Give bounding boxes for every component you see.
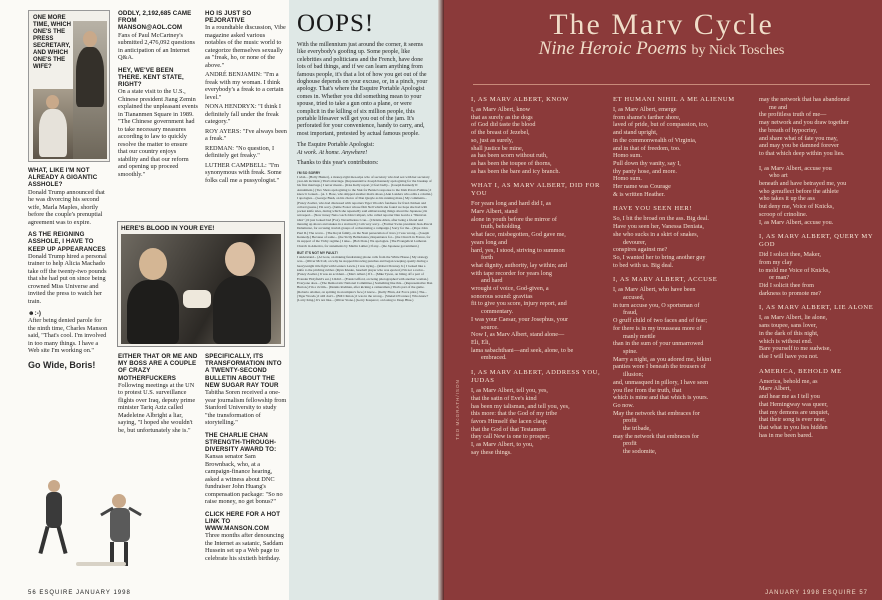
- poem-line: than in the sum of your unmarrowed: [613, 340, 704, 348]
- photo-box-caption: ONE MORE TIME, WHICH ONE'S THE PRESS SECRETARY, AND WHICH ONE'S THE WIFE?: [33, 15, 71, 70]
- quote: LUTHER CAMPBELL: "I'm synonymous with freak. Some folks call me a pussyologist.": [205, 161, 282, 184]
- right-folio: JANUARY 1998 ESQUIRE 57: [765, 590, 868, 596]
- poem-line: that my demons are unquiet,: [759, 408, 830, 416]
- poem: [471, 369, 601, 456]
- poem-heading: AMERICA, BEHOLD ME: [759, 367, 842, 375]
- poem-line: may network and you draw together: [759, 119, 849, 127]
- sidebar-column-2: [118, 10, 198, 178]
- poem-line: years long and: [471, 238, 508, 246]
- poem: [759, 233, 879, 297]
- section-heading: EITHER THAT OR ME AND MY BOSS ARE A COUPLE OF CRAZY MOTHERFUCKERS: [118, 353, 198, 382]
- left-folio: 56 ESQUIRE JANUARY 1998: [28, 590, 131, 596]
- poem-gap: [613, 456, 748, 463]
- poem-line: in the commonwealth of Virginia,: [613, 136, 697, 144]
- poem-gap: [613, 269, 748, 276]
- poem-heading: WHAT I, AS MARV ALBERT, DID FOR YOU: [471, 182, 601, 198]
- poem-line: fraud,: [623, 309, 638, 317]
- sidebar-column-3-lower: [205, 353, 287, 562]
- poem: [471, 182, 601, 362]
- section-body: In a roundtable discussion, Vibe magazine asked various notables of the music world to categorize themselves sexually as "freak, ho, or none of the above.": [205, 24, 286, 69]
- byline: by Nick Tosches: [691, 43, 785, 58]
- poem-line: that what in you lies hidden: [759, 423, 828, 431]
- poem-line: Pull down thy vanity, say I,: [613, 159, 681, 167]
- poem-subtitle-line: [441, 38, 882, 60]
- oops-subtitle-italic: At work. At home. Anywhere!: [297, 149, 368, 156]
- poem-line: I, as Marv Albert, lie alone,: [759, 314, 828, 322]
- poem-line: manly mettle: [623, 332, 656, 340]
- poem: [613, 205, 748, 269]
- poem-line: I, as Marv Albert, who have been: [613, 286, 696, 294]
- poem-line: may the network that embraces for: [613, 432, 700, 440]
- poem-line: and in that of freedom, too.: [613, 144, 681, 152]
- quote: ROY AYERS: "I've always been a freak.": [205, 127, 287, 143]
- poem-line: I, as Marv Albert, tell you, yes,: [471, 387, 548, 395]
- dancing-yeltsin-illustration: [40, 466, 150, 576]
- poem-line: spine.: [623, 347, 638, 355]
- poem-line: may the network that has abandoned: [759, 96, 850, 103]
- poem-line: which is mine and that which is yours.: [613, 394, 709, 402]
- smiley-symbol: ☻:-): [28, 310, 42, 318]
- poem-heading: I, AS MARV ALBERT, QUERY MY GOD: [759, 233, 874, 249]
- quote: NONA HENDRYX: "I think I definitely fall under the freak category.": [205, 103, 282, 126]
- quote: REDMAN: "No question, I definitely get freaky.": [205, 144, 275, 160]
- poem-line: commentary.: [481, 308, 514, 316]
- poem-line: conspires against me?: [613, 246, 668, 254]
- poem-line: shall justice be mine,: [471, 144, 524, 152]
- poem-line: that as surely as the dogs: [471, 113, 533, 121]
- sidebar-column-2-lower: [118, 353, 198, 434]
- photo-box-title: HERE'S BLOOD IN YOUR EYE!: [121, 225, 215, 232]
- poem-gap: [471, 362, 601, 369]
- poem-line: Marv Albert, stand: [471, 208, 518, 216]
- poem: [759, 96, 879, 158]
- poem-line: as has been the bare and icy branch.: [471, 167, 560, 175]
- poem-line: or man?: [769, 274, 790, 282]
- poem-line: and, unmasqued in pillory, I have seen: [613, 378, 709, 386]
- poem-line: to that which deep within you lies.: [759, 149, 845, 157]
- poem-heading: ET HUMANI NIHIL A ME ALIENUM: [613, 96, 735, 103]
- poem-line: Have you seen her, Vanessa Deniata,: [613, 223, 704, 231]
- poem-heading: I, AS MARV ALBERT, LIE ALONE: [759, 304, 874, 312]
- right-page: [441, 0, 882, 600]
- poem-line: I was your Caesar, your Josephus, your: [471, 315, 569, 323]
- poem-line: Marv Albert,: [759, 385, 791, 393]
- poem-line: to mold me Voice of Knicks,: [759, 266, 830, 274]
- poem-heading: I, AS MARV ALBERT, ADDRESS YOU, JUDAS: [471, 369, 601, 385]
- poem-line: of God did taste the blood: [471, 121, 536, 129]
- poem-line: you flee from the truth, that: [613, 386, 682, 394]
- poem-line: profit: [623, 417, 637, 425]
- poem-line: Bare yourself to me sudwise,: [759, 345, 831, 353]
- poem-line: & is written Heather.: [613, 190, 665, 198]
- poem-line: panties wore I beneath the trousers of: [613, 363, 706, 371]
- poem-line: which is without end.: [759, 337, 813, 345]
- oops-category: I'M SO SORRY: [297, 170, 321, 175]
- poem-heading: I, AS MARV ALBERT, KNOW: [471, 96, 569, 103]
- section-body: Tabitha Soren received a one-year journalism fellowship from Stanford University to study "the transformation of storytelling.": [205, 389, 287, 427]
- poem-line: truth, beholding: [481, 223, 521, 231]
- poem-line: Homo sum.: [613, 175, 642, 183]
- poem-line: I, as Marv Albert, know: [471, 106, 531, 113]
- poem-line: accused,: [623, 294, 645, 302]
- woman-photo: [33, 89, 73, 159]
- poem-line: to bed with us. Big deal.: [613, 261, 674, 269]
- poem-line: fit to give you score, injury report, and: [471, 300, 567, 308]
- poem-line: illusion;: [623, 371, 644, 379]
- poem-line: hard, yes, I stood, striving to summon: [471, 246, 565, 254]
- sidebar-column-1: [28, 10, 110, 370]
- poem-line: Did I solicit thee from: [759, 282, 814, 290]
- poem-line: with tape recorder for years long: [471, 269, 552, 277]
- poem-line: who genuflect before the athlete: [759, 187, 839, 195]
- poem-gap: [759, 226, 879, 233]
- poem-line: from my clay: [759, 258, 793, 266]
- quote: ANDRÉ BENJAMIN: "I'm a freak with my woman. I think everybody's a freak to a certain level.": [205, 71, 284, 101]
- oops-panel: [289, 0, 441, 600]
- poem-line: as has been the toupee of thorns,: [471, 159, 552, 167]
- section-heading: HO IS JUST SO PEJORATIVE: [205, 10, 252, 25]
- poem-gap: [759, 158, 879, 165]
- section-heading: AS THE REIGNING ASSHOLE, I HAVE TO KEEP UP APPEARANCES: [28, 231, 106, 253]
- poem-gap: [759, 439, 879, 446]
- poem-line: America, behold me, as: [759, 377, 818, 385]
- poem-line: the tribade,: [623, 425, 651, 433]
- poem-line: what dignity, authority, lay within; and: [471, 261, 567, 269]
- section-body: Donald Trump announced that he was divorcing his second wife, Marla Maples, shortly before the couple's prenuptial agreement was to expire.: [28, 188, 105, 226]
- section-heading: CLICK HERE FOR A HOT LINK TO WWW.MANSON.COM: [205, 510, 281, 533]
- poem-line: forth: [481, 254, 494, 262]
- section-body: Following meetings at the UN to protest U.S. surveillance flights over Iraq, deputy prime minister Tariq Aziz called Madeleine Albright a liar, saying, "I hoped she wouldn't be, but unfortunately she is.": [118, 381, 196, 434]
- poem-line: and hard: [481, 277, 503, 285]
- poem: [471, 96, 601, 175]
- page-gutter: [438, 0, 444, 600]
- poem-line: sonorous sound: gravitas: [471, 292, 533, 300]
- poem-line: say these things.: [471, 448, 512, 456]
- poem: [759, 165, 879, 227]
- poem-line: Her name was Courage: [613, 183, 671, 191]
- poem-line: devourer,: [623, 238, 647, 246]
- poem-column-1: [471, 96, 601, 591]
- poem-line: Homo sum.: [613, 152, 642, 160]
- section-heading: SPECIFICALLY, ITS TRANSFORMATION INTO A TWENTY-SECOND BULLETIN ABOUT THE NEW SUGAR RAY TOUR: [205, 353, 282, 389]
- poem-line: Did I solicit thee, Maker,: [759, 251, 821, 259]
- poem-line: me and: [769, 103, 788, 111]
- poem-line: So, I wanted her to bring another guy: [613, 253, 706, 261]
- poem-line: what face, misbegotten, God gave me,: [471, 231, 566, 239]
- poem-line: thy panty hose, and more.: [613, 167, 677, 175]
- poem-line: who art: [769, 172, 788, 180]
- oops-title: OOPS!: [297, 10, 375, 37]
- poem-gap: [613, 198, 748, 205]
- poem-line: of the breast of Jezebel,: [471, 129, 530, 137]
- title-rule: [473, 84, 870, 85]
- poem-line: beneath and have betrayed me, you: [759, 180, 847, 188]
- poem-line: Marry a night, as you adored me, bikini: [613, 355, 712, 363]
- poem: [759, 304, 879, 360]
- poem-line: I, as Marv Albert, accuse you.: [759, 218, 834, 226]
- section-heading: ODDLY, 2,192,685 CAME FROM MANSON@AOL.COM: [118, 10, 192, 32]
- poem-subtitle: Nine Heroic Poems: [538, 38, 687, 59]
- poem-heading: I, AS MARV ALBERT, ACCUSE: [613, 276, 718, 284]
- trump-photo: [73, 21, 107, 159]
- poem-line: Eli, Eli,: [471, 338, 491, 346]
- poem-line: embraced.: [481, 354, 507, 362]
- photo-credit: TED McGRATH/ISON: [455, 379, 460, 440]
- section-body: Fans of Paul McCartney's submitted 2,476,092 questions in anticipation of an Internet Q&A.: [118, 31, 195, 62]
- poem-line: I, as Marv Albert, emerge: [613, 106, 677, 113]
- oops-thanks: Thanks to this year's contributors:: [297, 160, 379, 167]
- poem-line: the breath of hypocrisy,: [759, 126, 818, 134]
- poem-line: who takes it up the ass: [759, 195, 815, 203]
- poem-line: I, as Marv Albert, accuse you: [759, 164, 832, 172]
- poem-line: scroop of crinoline.: [759, 210, 808, 218]
- poem-line: and share what of fate you may,: [759, 134, 838, 142]
- section-heading: HEY, WE'VE BEEN THERE. KENT STATE, RIGHT?: [118, 66, 184, 89]
- poem-line: May the network that embraces for: [613, 409, 700, 417]
- poem-line: this more: that the God of my tribe: [471, 410, 558, 418]
- poem-line: but deny me, Voice of Knicks,: [759, 203, 834, 211]
- poem-line: the sodomite,: [623, 448, 657, 456]
- poem: [613, 96, 748, 198]
- poem-gap: [471, 175, 601, 182]
- poem-gap: [471, 456, 601, 463]
- oops-intro: With the millennium just around the corner, it seems like everybody's goofing up. Some people, like celebrities and politicians and the French, have done lots of bad things, and if we can learn anything from famous people, it's that a lot of how you get out of the doghouse depends on your excuse, or, in a pinch, your apology. That's where the Esquire Portable Apologist comes in. Whether you did something mean to your spouse, tried to take a gun onto a plane, or were complicit in the killing of six million people, this portable lifesaver will get you out of the jam. It's perforated for your convenience, handy to carry, and, most important, pretested by actual famous people.: [297, 42, 428, 137]
- poem-line: wrought of voice, God-given, a: [471, 285, 549, 293]
- poem-line: Now I, as Marv Albert, stand alone—: [471, 331, 565, 339]
- poem-line: else I will have you not.: [759, 352, 819, 360]
- poem-line: source.: [481, 323, 499, 331]
- oops-subtitle: The Esquire Portable Apologist:: [297, 142, 375, 149]
- poem-line: has in me been bared.: [759, 431, 813, 439]
- poem-line: so, just as surely,: [471, 136, 514, 144]
- sidebar-column-3: [205, 10, 287, 184]
- poem-line: that the God of that Testament: [471, 425, 546, 433]
- poem-line: the profitless truth of me—: [759, 111, 827, 119]
- poem-line: in the dark of this night,: [759, 329, 819, 337]
- poem-column-2: [613, 96, 748, 591]
- oops-fine-print: I understand... (Al Gore, on making fundraising phone calls from the White House.) My strategy was... (Oliver McCall, on why he stopped throwing punches and began weeping openly during a heavyweight title fight with Lennox Lewis.) I was trying... (Robert Downey Jr.) I looked like a knife to the pitching rubber. (Ryan Klesko, baseball player who was ejected.) I'm not a racist... (Fuzzy Zoeller.) It was an accident... (Marv Albert.) If I... (Mike Tyson, on biting off a part of Evander Holyfield's ear.) I didn't... (Frank Gifford, on being photographed with another woman.) Everyone does... (The Democratic National Committee.) Something like this... (Representative Dan Burton.) I'm a victim... (Dennis Rodman, after kicking a cameraman.) That's part of the game. (Roberto Alomar, on spitting in an umpire's face.) I know... (Kelly Flinn, Air Force pilot.) The... (Tiger Woods.) I still don't... (Bill Clinton.) I was in the wrong... (Sinéad O'Connor.) Who knew? (Larry King.) It's not like... (Oliver Stone.) (Gerry Kasparov, on losing to Deep Blue.): [297, 255, 433, 303]
- section-body: Three months after denouncing the Internet as satanic, Saddam Hussein set up a Web page to celebrate his sixtieth birthday.: [205, 532, 284, 562]
- section-body: On a state visit to the U.S., Chinese president Jiang Zemin explained the unpleasant events in Tiananmen Square in 1989. "The Chinese government had to take necessary measures according to law to quickly resolve the matter to ensure that our country enjoys stability and that our reform and opening up proceed smoothly.": [118, 88, 198, 178]
- trump-photo-box: [28, 10, 110, 162]
- clinton-jiang-photo: [121, 234, 281, 344]
- poem-line: So, I bit the broad on the ass. Big deal.: [613, 215, 709, 223]
- poem-line: lama sabachthani—and seek, alone, to be: [471, 346, 574, 354]
- poem-line: and stand upright,: [613, 129, 658, 137]
- section-heading: WHAT, LIKE I'M NOT ALREADY A GIGANTIC ASSHOLE?: [28, 167, 98, 189]
- poem-gap: [759, 361, 879, 368]
- oops-fine-print: I wish... (Holly Hunter), a money-right mea-ulpa who of secretary who had sex with her secretary year-ish incident.) That's marriage. (Representative Joseph Kennedy apologizing for the breakup of his first marriage.) I never meant... (Kiss Kelly report.) I feel badly... (Joseph Kennedy II Annulment.) (Two Shots apologizing to the Sisk for Betsie's response to the Irish Potato Famine.) I know it looked... (A. J. Bose, who shipped another man's shoes.) Ann Landers who edits a column.) I apologize... (George Bush, on his choice of Dan Quayle as his running mate.) My comments... (Fuzzy Zoeller, who had discussed with reporters Tiger Woods's fondness for fried chicken and collard greens.) I'm sorry. (Jamie Foster whose film Nell which she found we hope she had with pocket knife tales, during which she repeatedly said embarrassing things about the Japanese.) In retrospect... (New Jersey Nets coach John Calipari, who called reporter Dan Garcia a "Mexican idiot".) It just looked bad (Fox). Nevertheless I can... (Christie Allen, after being a friend and messing up shows and snakes in a stairwell.) I am very sorry... (Former Swiss president Jean-Pascal Delamuraz, for accusing Jewish groups of orchestrating a campaign.) Sorry for the... (Pope John Paul II.) The worst... (The Royal family, on the Nazi persecution of Jews.) I was wrong... (Joseph Kennedy.) Because of some... (the Sicily Belladonna.) Repentance for... (the Church in France, for its support of the Vichy regime.) I take... (Bob Dole.) We apologize. (The Evangelical Lutheran Church in America, for statements by Martin Luther.) If any... (the Japanese government.): [297, 174, 433, 248]
- poem-line: For years long and hard did I, as: [471, 200, 552, 208]
- poem-line: that their song is ever near,: [759, 416, 826, 424]
- poem-line: they call New is one to prosper;: [471, 433, 550, 441]
- section-body: Donald Trump hired a personal trainer to help Alicia Machado take off the twenty-two pounds that she had put on since being crowned Miss Universe and invited the press to watch her train.: [28, 252, 107, 305]
- poem-line: laved of pride, but of compassion, too,: [613, 121, 709, 129]
- oops-category: BUT IT'S NOT MY FAULT!: [297, 250, 338, 255]
- poem-line: from shame's farther shore,: [613, 113, 681, 121]
- poem-line: and may you be damned forever: [759, 142, 839, 150]
- poem-line: she who sucks in a skirt of snakes,: [613, 230, 699, 238]
- poem-line: darkness to promote me?: [759, 289, 822, 297]
- poem-heading: HAVE YOU SEEN HER!: [613, 205, 693, 213]
- poem: [759, 368, 879, 440]
- poem-line: Go now.: [613, 401, 634, 409]
- poem-cycle-title: The Marv Cycle: [549, 8, 774, 41]
- poem-line: favors Himself the lacen clasp;: [471, 417, 548, 425]
- section-heading: THE CHARLIE CHAN STRENGTH-THROUGH-DIVERSITY AWARD TO:: [205, 431, 277, 453]
- poem-line: that the satin of Eve's kind: [471, 394, 537, 402]
- section-body: Kansas senator Sam Brownback, who, at a campaign-finance hearing, asked a witness about DNC fundraiser John Huang's compensation package: "So no raise money, no get bonus?": [205, 453, 283, 506]
- poem-line: that Hemingway was queer,: [759, 400, 828, 408]
- poem-line: and hear me as I tell you: [759, 393, 820, 401]
- poem-line: for there is in my trousseau more of: [613, 324, 702, 332]
- poem-line: has been my talisman, and tell you, yes,: [471, 402, 570, 410]
- poem-column-3: [759, 96, 879, 591]
- blood-photo-box: [117, 221, 285, 347]
- poem-line: O gruff child of two faces and of fear;: [613, 317, 708, 325]
- poem-line: alone in youth before the mirror of: [471, 215, 557, 223]
- section-body: After being denied parole for the ninth time, Charles Manson said, "That's cool. I'm involved in too many things. I have a Web site I'm working on.": [28, 317, 108, 355]
- poem-line: as has been scorn without ruth,: [471, 152, 548, 160]
- poem: [613, 276, 748, 455]
- poem-gap: [759, 297, 879, 304]
- poem-line: sans toupee, sans lover,: [759, 322, 818, 330]
- go-wide-heading: Go Wide, Boris!: [28, 359, 96, 370]
- poem-line: profit: [623, 440, 637, 448]
- poem-line: I, as Marv Albert, to you,: [471, 441, 534, 449]
- poem-line: in turn accuse you, O sportsman of: [613, 301, 700, 309]
- poem-title-block: [441, 8, 882, 60]
